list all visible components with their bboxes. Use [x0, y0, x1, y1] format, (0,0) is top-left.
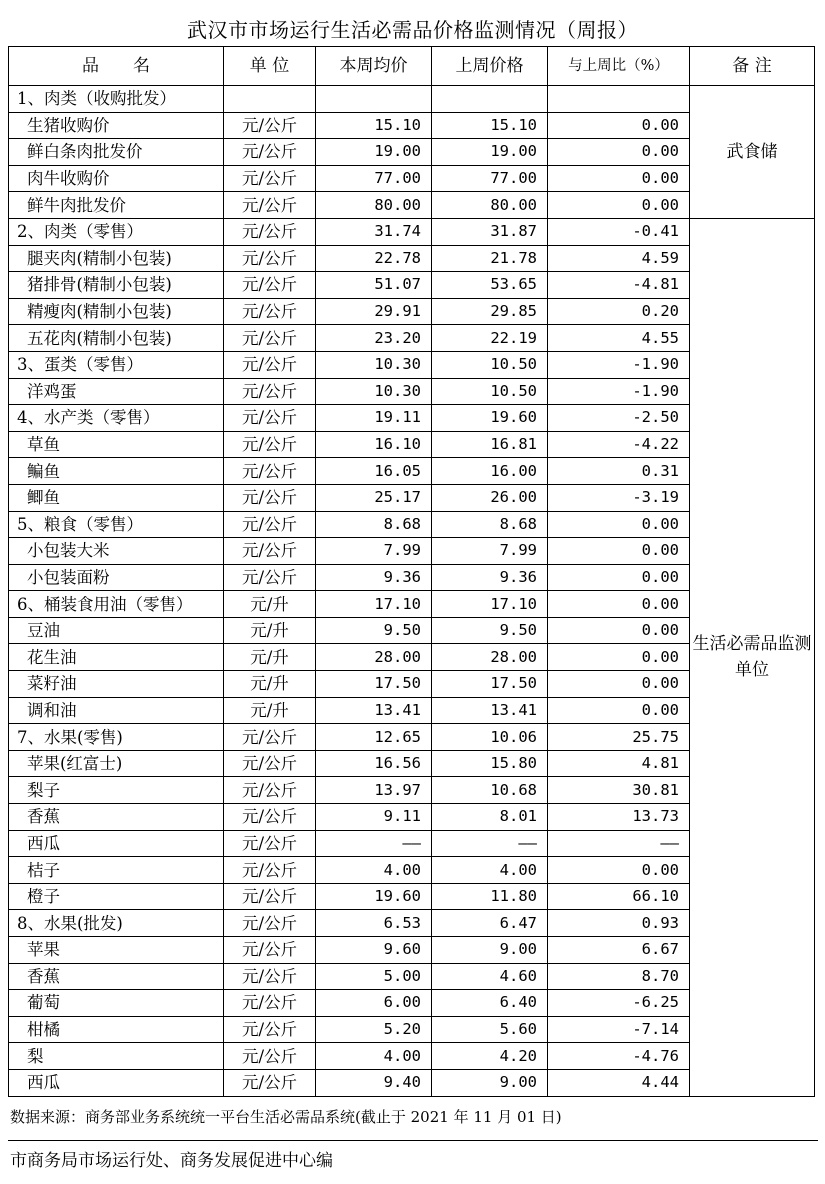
- item-name: 8、水果(批发): [9, 910, 224, 937]
- this-week-price: [316, 86, 432, 113]
- item-unit: 元/公斤: [224, 325, 316, 352]
- this-week-price: 12.65: [316, 724, 432, 751]
- item-unit: 元/公斤: [224, 963, 316, 990]
- change-percent: 0.00: [548, 644, 690, 671]
- this-week-price: 5.00: [316, 963, 432, 990]
- item-unit: 元/公斤: [224, 139, 316, 166]
- change-percent: -0.41: [548, 218, 690, 245]
- data-source: 数据来源：商务部业务系统统一平台生活必需品系统(截止于 2021 年 11 月 01 日): [10, 1108, 562, 1126]
- this-week-price: 51.07: [316, 272, 432, 299]
- last-week-price: 77.00: [432, 165, 548, 192]
- this-week-price: 80.00: [316, 192, 432, 219]
- item-unit: 元/公斤: [224, 165, 316, 192]
- this-week-price: 16.10: [316, 431, 432, 458]
- change-percent: 4.81: [548, 750, 690, 777]
- item-unit: 元/升: [224, 617, 316, 644]
- this-week-price: 4.00: [316, 857, 432, 884]
- item-unit: 元/公斤: [224, 405, 316, 432]
- change-percent: -7.14: [548, 1016, 690, 1043]
- item-unit: 元/升: [224, 671, 316, 698]
- this-week-price: 19.00: [316, 139, 432, 166]
- last-week-price: 9.50: [432, 617, 548, 644]
- item-unit: 元/公斤: [224, 484, 316, 511]
- item-name: 梨子: [9, 777, 224, 804]
- item-unit: 元/公斤: [224, 750, 316, 777]
- item-name: 苹果(红富士): [9, 750, 224, 777]
- last-week-price: 16.00: [432, 458, 548, 485]
- item-name: 7、水果(零售): [9, 724, 224, 751]
- item-name: 腿夹肉(精制小包装): [9, 245, 224, 272]
- item-name: 生猪收购价: [9, 112, 224, 139]
- change-percent: 8.70: [548, 963, 690, 990]
- last-week-price: 21.78: [432, 245, 548, 272]
- change-percent: 0.00: [548, 139, 690, 166]
- change-percent: 25.75: [548, 724, 690, 751]
- item-name: 桔子: [9, 857, 224, 884]
- change-percent: 66.10: [548, 883, 690, 910]
- item-name: 鳊鱼: [9, 458, 224, 485]
- this-week-price: ——: [316, 830, 432, 857]
- last-week-price: 29.85: [432, 298, 548, 325]
- table-body: [9, 86, 815, 1097]
- this-week-price: 17.50: [316, 671, 432, 698]
- this-week-price: 16.56: [316, 750, 432, 777]
- item-unit: 元/公斤: [224, 1016, 316, 1043]
- this-week-price: 31.74: [316, 218, 432, 245]
- change-percent: 0.00: [548, 564, 690, 591]
- item-unit: 元/公斤: [224, 431, 316, 458]
- table-row: [9, 86, 815, 113]
- last-week-price: 5.60: [432, 1016, 548, 1043]
- change-percent: 0.00: [548, 857, 690, 884]
- page-title: 武汉市市场运行生活必需品价格监测情况（周报）: [187, 18, 638, 42]
- editor-credit: 市商务局市场运行处、商务发展促进中心编: [10, 1151, 333, 1171]
- item-name: 2、肉类（零售）: [9, 218, 224, 245]
- item-unit: 元/升: [224, 644, 316, 671]
- change-percent: [548, 86, 690, 113]
- this-week-price: 10.30: [316, 378, 432, 405]
- this-week-price: 6.00: [316, 990, 432, 1017]
- last-week-price: 80.00: [432, 192, 548, 219]
- last-week-price: 8.01: [432, 804, 548, 831]
- last-week-price: 10.06: [432, 724, 548, 751]
- last-week-price: 10.68: [432, 777, 548, 804]
- change-percent: 4.44: [548, 1069, 690, 1096]
- last-week-price: 9.36: [432, 564, 548, 591]
- this-week-price: 16.05: [316, 458, 432, 485]
- change-percent: 0.00: [548, 538, 690, 565]
- item-unit: 元/公斤: [224, 245, 316, 272]
- this-week-price: 19.11: [316, 405, 432, 432]
- item-name: 西瓜: [9, 1069, 224, 1096]
- this-week-price: 7.99: [316, 538, 432, 565]
- last-week-price: 16.81: [432, 431, 548, 458]
- item-unit: 元/公斤: [224, 724, 316, 751]
- change-percent: 0.20: [548, 298, 690, 325]
- item-unit: 元/公斤: [224, 538, 316, 565]
- last-week-price: 15.10: [432, 112, 548, 139]
- last-week-price: 9.00: [432, 937, 548, 964]
- this-week-price: 23.20: [316, 325, 432, 352]
- last-week-price: 9.00: [432, 1069, 548, 1096]
- item-name: 鲜白条肉批发价: [9, 139, 224, 166]
- item-unit: 元/公斤: [224, 218, 316, 245]
- item-name: 6、桶装食用油（零售）: [9, 591, 224, 618]
- table-header-row: [9, 47, 815, 86]
- item-unit: 元/公斤: [224, 937, 316, 964]
- item-unit: 元/公斤: [224, 458, 316, 485]
- change-percent: 0.00: [548, 591, 690, 618]
- item-name: 菜籽油: [9, 671, 224, 698]
- last-week-price: 17.10: [432, 591, 548, 618]
- header-unit: 单 位: [224, 47, 316, 86]
- change-percent: 13.73: [548, 804, 690, 831]
- note-group2: 生活必需品监测单位: [690, 218, 815, 1096]
- item-unit: 元/公斤: [224, 378, 316, 405]
- this-week-price: 15.10: [316, 112, 432, 139]
- change-percent: 0.31: [548, 458, 690, 485]
- change-percent: 0.00: [548, 511, 690, 538]
- item-unit: 元/公斤: [224, 112, 316, 139]
- this-week-price: 25.17: [316, 484, 432, 511]
- item-name: 5、粮食（零售）: [9, 511, 224, 538]
- change-percent: 4.55: [548, 325, 690, 352]
- header-this-week: 本周均价: [316, 47, 432, 86]
- item-name: 花生油: [9, 644, 224, 671]
- item-unit: 元/公斤: [224, 192, 316, 219]
- item-name: 豆油: [9, 617, 224, 644]
- item-name: 鲫鱼: [9, 484, 224, 511]
- item-name: 洋鸡蛋: [9, 378, 224, 405]
- item-name: 肉牛收购价: [9, 165, 224, 192]
- last-week-price: 11.80: [432, 883, 548, 910]
- item-name: 小包装面粉: [9, 564, 224, 591]
- change-percent: 0.00: [548, 697, 690, 724]
- item-unit: 元/公斤: [224, 990, 316, 1017]
- last-week-price: 28.00: [432, 644, 548, 671]
- item-unit: 元/公斤: [224, 564, 316, 591]
- table-row: [9, 218, 815, 245]
- change-percent: 0.00: [548, 165, 690, 192]
- last-week-price: 10.50: [432, 351, 548, 378]
- last-week-price: ——: [432, 830, 548, 857]
- item-name: 葡萄: [9, 990, 224, 1017]
- item-name: 草鱼: [9, 431, 224, 458]
- this-week-price: 77.00: [316, 165, 432, 192]
- last-week-price: 19.60: [432, 405, 548, 432]
- this-week-price: 22.78: [316, 245, 432, 272]
- item-name: 梨: [9, 1043, 224, 1070]
- item-name: 1、肉类（收购批发）: [9, 86, 224, 113]
- this-week-price: 13.41: [316, 697, 432, 724]
- change-percent: 6.67: [548, 937, 690, 964]
- this-week-price: 9.11: [316, 804, 432, 831]
- item-unit: 元/公斤: [224, 857, 316, 884]
- item-unit: 元/公斤: [224, 511, 316, 538]
- item-name: 4、水产类（零售）: [9, 405, 224, 432]
- change-percent: -4.76: [548, 1043, 690, 1070]
- change-percent: -1.90: [548, 378, 690, 405]
- item-name: 苹果: [9, 937, 224, 964]
- item-name: 西瓜: [9, 830, 224, 857]
- change-percent: 0.00: [548, 192, 690, 219]
- item-unit: 元/公斤: [224, 830, 316, 857]
- last-week-price: 31.87: [432, 218, 548, 245]
- item-unit: 元/公斤: [224, 883, 316, 910]
- change-percent: -6.25: [548, 990, 690, 1017]
- item-unit: 元/升: [224, 591, 316, 618]
- change-percent: -1.90: [548, 351, 690, 378]
- change-percent: 0.00: [548, 671, 690, 698]
- price-table: [8, 46, 815, 1097]
- last-week-price: 6.47: [432, 910, 548, 937]
- header-note: 备 注: [690, 47, 815, 86]
- this-week-price: 19.60: [316, 883, 432, 910]
- item-unit: 元/公斤: [224, 1043, 316, 1070]
- item-name: 香蕉: [9, 963, 224, 990]
- change-percent: ——: [548, 830, 690, 857]
- change-percent: 0.00: [548, 617, 690, 644]
- item-unit: 元/公斤: [224, 910, 316, 937]
- last-week-price: 13.41: [432, 697, 548, 724]
- last-week-price: 19.00: [432, 139, 548, 166]
- header-change: 与上周比（%）: [548, 47, 690, 86]
- this-week-price: 29.91: [316, 298, 432, 325]
- item-name: 香蕉: [9, 804, 224, 831]
- last-week-price: 15.80: [432, 750, 548, 777]
- this-week-price: 10.30: [316, 351, 432, 378]
- change-percent: -4.81: [548, 272, 690, 299]
- last-week-price: 17.50: [432, 671, 548, 698]
- item-unit: 元/公斤: [224, 272, 316, 299]
- last-week-price: 4.00: [432, 857, 548, 884]
- item-name: 猪排骨(精制小包装): [9, 272, 224, 299]
- item-name: 橙子: [9, 883, 224, 910]
- change-percent: 0.00: [548, 112, 690, 139]
- last-week-price: 10.50: [432, 378, 548, 405]
- item-name: 鲜牛肉批发价: [9, 192, 224, 219]
- last-week-price: 6.40: [432, 990, 548, 1017]
- change-percent: 4.59: [548, 245, 690, 272]
- item-name: 柑橘: [9, 1016, 224, 1043]
- item-unit: 元/公斤: [224, 1069, 316, 1096]
- divider: [8, 1140, 818, 1141]
- item-name: 五花肉(精制小包装): [9, 325, 224, 352]
- this-week-price: 9.36: [316, 564, 432, 591]
- change-percent: -3.19: [548, 484, 690, 511]
- this-week-price: 5.20: [316, 1016, 432, 1043]
- this-week-price: 6.53: [316, 910, 432, 937]
- item-unit: 元/公斤: [224, 298, 316, 325]
- item-unit: 元/公斤: [224, 804, 316, 831]
- this-week-price: 13.97: [316, 777, 432, 804]
- item-unit: 元/公斤: [224, 777, 316, 804]
- change-percent: 0.93: [548, 910, 690, 937]
- this-week-price: 9.50: [316, 617, 432, 644]
- change-percent: -2.50: [548, 405, 690, 432]
- last-week-price: 8.68: [432, 511, 548, 538]
- last-week-price: 4.20: [432, 1043, 548, 1070]
- last-week-price: 26.00: [432, 484, 548, 511]
- change-percent: 30.81: [548, 777, 690, 804]
- item-name: 精瘦肉(精制小包装): [9, 298, 224, 325]
- item-unit: 元/公斤: [224, 351, 316, 378]
- last-week-price: 7.99: [432, 538, 548, 565]
- this-week-price: 8.68: [316, 511, 432, 538]
- item-name: 小包装大米: [9, 538, 224, 565]
- note-group1: 武食储: [690, 86, 815, 219]
- last-week-price: 4.60: [432, 963, 548, 990]
- this-week-price: 9.60: [316, 937, 432, 964]
- last-week-price: 53.65: [432, 272, 548, 299]
- this-week-price: 4.00: [316, 1043, 432, 1070]
- last-week-price: 22.19: [432, 325, 548, 352]
- header-last-week: 上周价格: [432, 47, 548, 86]
- item-unit: 元/升: [224, 697, 316, 724]
- item-name: 调和油: [9, 697, 224, 724]
- header-name: 品 名: [9, 47, 224, 86]
- item-name: 3、蛋类（零售）: [9, 351, 224, 378]
- this-week-price: 28.00: [316, 644, 432, 671]
- this-week-price: 9.40: [316, 1069, 432, 1096]
- this-week-price: 17.10: [316, 591, 432, 618]
- change-percent: -4.22: [548, 431, 690, 458]
- last-week-price: [432, 86, 548, 113]
- item-unit: [224, 86, 316, 113]
